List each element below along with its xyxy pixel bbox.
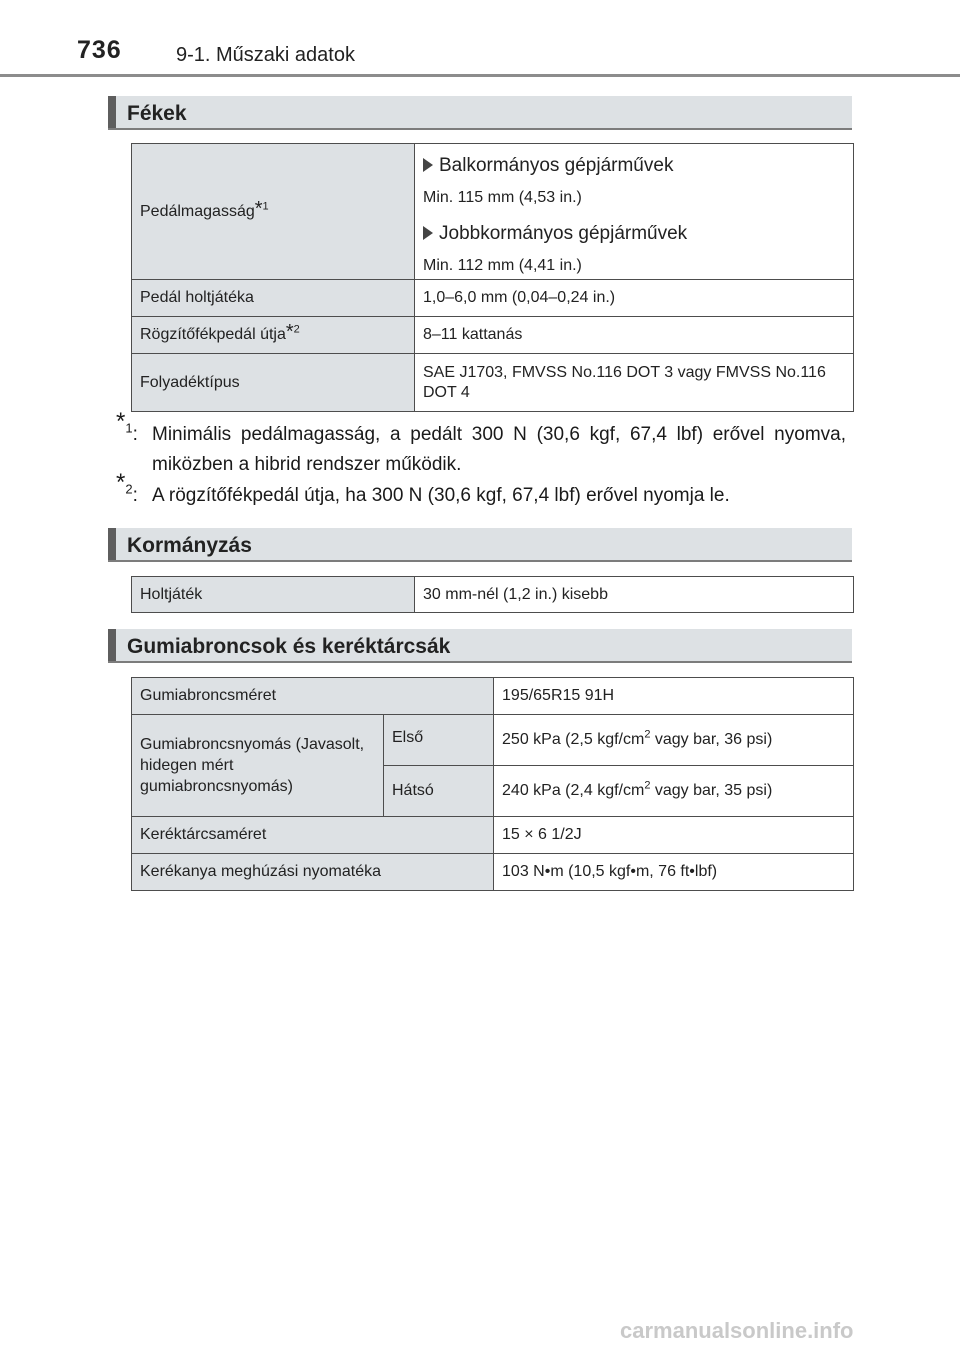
footnote-2 <box>116 469 846 511</box>
footnote-mark: *$^1$: <box>116 408 138 445</box>
free-play-value: 1,0–6,0 mm (0,04–0,24 in.) <box>415 280 854 317</box>
footnote-ref: 2 <box>293 323 300 336</box>
footnote-text: A rögzítőfékpedál útja, ha 300 N (30,6 kgf, 67,4 lbf) erővel nyomja le. <box>152 485 730 506</box>
section-brakes <box>108 96 852 130</box>
tire-size-value: 195/65R15 91H <box>494 678 854 715</box>
front-label: Első <box>384 715 494 766</box>
brakes-table <box>131 143 854 412</box>
footnote-ref: 1 <box>262 200 269 213</box>
lhd-label: Balkormányos gépjárművek <box>439 154 674 176</box>
tire-pressure-label: Gumiabroncsnyomás (Javasolt, hidegen mért gumiabroncsnyomás) <box>132 715 384 817</box>
section-tires <box>108 629 852 663</box>
tires-table <box>131 677 854 891</box>
section-steering <box>108 528 852 562</box>
parking-cell <box>132 317 415 354</box>
table-row <box>132 144 854 280</box>
nut-torque-value: 103 N•m (10,5 kgf•m, 76 ft•lbf) <box>494 854 854 891</box>
footnote-1 <box>116 408 846 480</box>
section-bar <box>108 629 116 661</box>
rhd-value: Min. 112 mm (4,41 in.) <box>423 256 582 274</box>
table-row <box>132 317 854 354</box>
header-rule <box>0 74 960 77</box>
rhd-heading <box>423 223 845 245</box>
fluid-label: Folyadéktípus <box>132 354 415 412</box>
parking-label: Rögzítőfékpedál útja <box>140 326 286 343</box>
table-row <box>132 817 854 854</box>
front-value: 250 kPa (2,5 kgf/$cm^2$ vagy bar, 36 psi) <box>494 715 854 766</box>
header-title: 9-1. Műszaki adatok <box>176 44 355 66</box>
triangle-bullet-icon <box>423 158 433 172</box>
steering-free-play-label: Holtjáték <box>132 577 415 613</box>
rear-label: Hátsó <box>384 766 494 817</box>
lhd-heading <box>423 155 845 177</box>
section-bar <box>108 528 116 560</box>
footnote-star: * <box>254 197 263 220</box>
pedal-height-values <box>415 144 854 280</box>
footnote-mark: *$^2$: <box>116 469 138 506</box>
rhd-label: Jobbkormányos gépjárművek <box>439 222 688 244</box>
table-row <box>132 715 854 766</box>
pedal-height-label: Pedálmagasság <box>140 202 255 220</box>
section-title: Kormányzás <box>127 534 252 557</box>
triangle-bullet-icon <box>423 226 433 240</box>
wheel-size-value: 15 × 6 1/2J <box>494 817 854 854</box>
table-row <box>132 280 854 317</box>
table-row <box>132 678 854 715</box>
fluid-value: SAE J1703, FMVSS No.116 DOT 3 vagy FMVSS No.116 DOT 4 <box>415 354 854 412</box>
rear-value: 240 kPa (2,4 kgf/$cm^2$ vagy bar, 35 psi) <box>494 766 854 817</box>
table-row <box>132 354 854 412</box>
pedal-height-cell <box>132 144 415 280</box>
page-header <box>0 0 960 78</box>
nut-torque-label: Kerékanya meghúzási nyomatéka <box>132 854 494 891</box>
table-row <box>132 854 854 891</box>
lhd-value: Min. 115 mm (4,53 in.) <box>423 188 582 206</box>
footnote-text: Minimális pedálmagasság, a pedált 300 N (30,6 kgf, 67,4 lbf) erővel nyomva, miközben a hibrid rendszer működik. <box>152 424 846 475</box>
section-title: Fékek <box>127 102 187 125</box>
steering-table <box>131 576 854 613</box>
tire-size-label: Gumiabroncsméret <box>132 678 494 715</box>
footnote-star: * <box>285 321 294 343</box>
wheel-size-label: Keréktárcsaméret <box>132 817 494 854</box>
table-row <box>132 577 854 613</box>
steering-free-play-value: 30 mm-nél (1,2 in.) kisebb <box>415 577 854 613</box>
section-title: Gumiabroncsok és keréktárcsák <box>127 635 451 658</box>
free-play-label: Pedál holtjátéka <box>132 280 415 317</box>
page-number: 736 <box>77 36 122 64</box>
parking-value: 8–11 kattanás <box>415 317 854 354</box>
watermark: carmanualsonline.info <box>620 1318 854 1343</box>
section-bar <box>108 96 116 128</box>
